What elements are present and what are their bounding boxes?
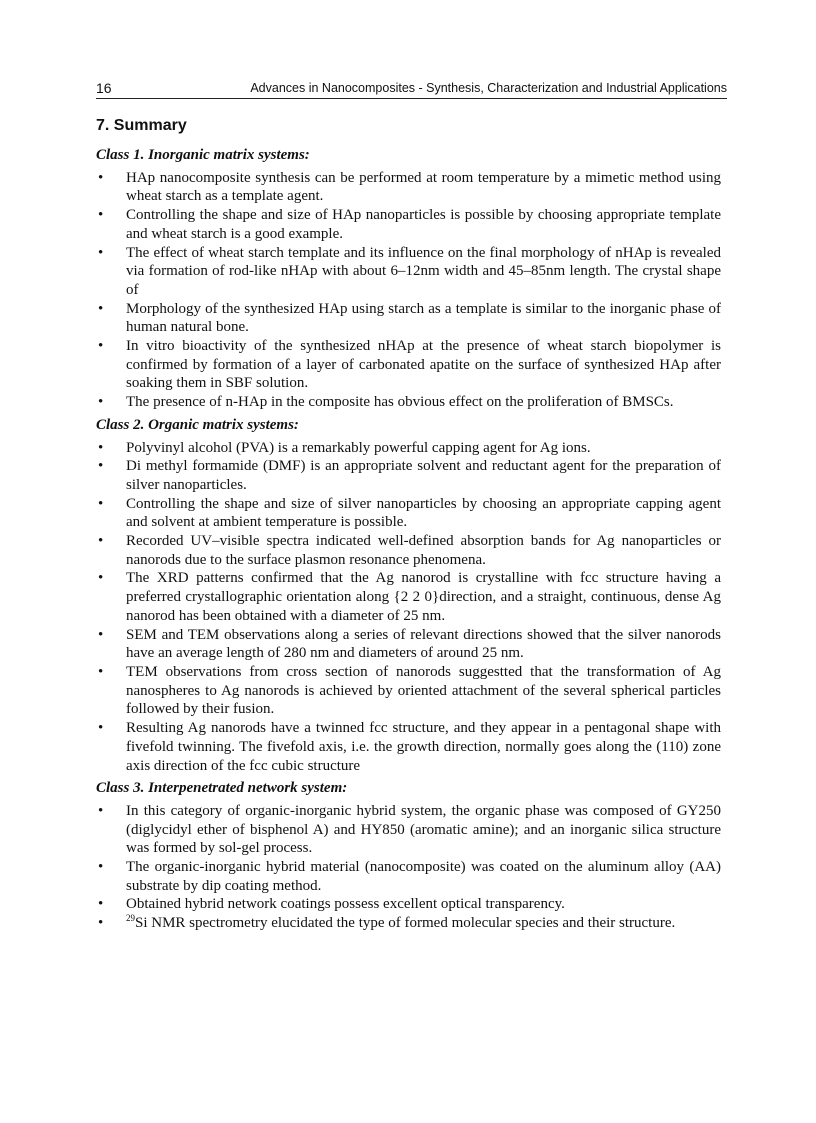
list-item-text: Resulting Ag nanorods have a twinned fcc structure, and they appear in a pentagonal shape with fivefold twinning. The fivefold axis, i.e. the growth direction, normally goes along the (110) zone axis direction of the fcc cubic structure — [126, 720, 721, 774]
list-item — [96, 244, 721, 300]
bullet-icon: • — [98, 570, 104, 587]
summary-content — [96, 146, 721, 937]
bullet-icon: • — [98, 207, 104, 224]
list-item — [96, 457, 721, 494]
bullet-icon: • — [98, 169, 104, 186]
list-item-text: Morphology of the synthesized HAp using starch as a template is similar to the inorganic phase of human natural bone. — [126, 300, 721, 336]
bullet-icon: • — [98, 720, 104, 737]
bullet-icon: • — [98, 394, 104, 411]
bullet-icon: • — [98, 915, 104, 932]
list-item-text: Polyvinyl alcohol (PVA) is a remarkably powerful capping agent for Ag ions. — [126, 439, 591, 456]
list-item — [96, 802, 721, 858]
list-item — [96, 914, 721, 933]
list-item — [96, 719, 721, 775]
running-title: Advances in Nanocomposites - Synthesis, Characterization and Industrial Applications — [250, 81, 727, 95]
list-item — [96, 206, 721, 243]
list-item — [96, 439, 721, 458]
bullet-icon: • — [98, 300, 104, 317]
list-item-text: Si NMR spectrometry elucidated the type of formed molecular species and their structure. — [135, 915, 676, 932]
list-item — [96, 169, 721, 206]
bullet-icon: • — [98, 802, 104, 819]
bullet-icon: • — [98, 244, 104, 261]
bullet-icon: • — [98, 495, 104, 512]
list-item-text: In this category of organic-inorganic hybrid system, the organic phase was composed of GY250 (diglycidyl ether of bisphenol A) and HY850 (aromatic amine); and an inorganic silica structure was formed by sol-gel process. — [126, 802, 721, 857]
list-item — [96, 626, 721, 663]
list-item-text: Obtained hybrid network coatings possess excellent optical transparency. — [126, 896, 565, 913]
bullet-icon: • — [98, 439, 104, 456]
list-item — [96, 300, 721, 337]
list-item-text: Di methyl formamide (DMF) is an appropriate solvent and reductant agent for the preparation of silver nanoparticles. — [126, 458, 721, 493]
list-item-text: Controlling the shape and size of HAp nanoparticles is possible by choosing appropriate template and wheat starch is a good example. — [126, 207, 721, 242]
list-item-text: HAp nanocomposite synthesis can be performed at room temperature by a mimetic method using wheat starch as a template agent. — [126, 169, 721, 205]
list-item-text: The presence of n-HAp in the composite has obvious effect on the proliferation of BMSCs. — [126, 394, 674, 411]
list-item-text: The effect of wheat starch template and its influence on the final morphology of nHAp is revealed via formation of rod-like nHAp with about 6–12nm width and 45–85nm length. The crystal shape of — [126, 244, 721, 298]
list-item-text: SEM and TEM observations along a series of relevant directions showed that the silver nanorods have an average length of 280 nm and diameters of around 25 nm. — [126, 626, 721, 662]
bullet-icon: • — [98, 338, 104, 355]
list-item-text: In vitro bioactivity of the synthesized nHAp at the presence of wheat starch biopolymer is confirmed by formation of a layer of carbonated apatite on the surface of synthesized HAp after soaking them in SBF solution. — [126, 338, 721, 392]
bullet-icon: • — [98, 533, 104, 550]
list-item — [96, 495, 721, 532]
list-item — [96, 532, 721, 569]
page-number: 16 — [96, 80, 112, 96]
list-item — [96, 569, 721, 625]
list-item — [96, 337, 721, 393]
list-item — [96, 895, 721, 914]
list-item — [96, 393, 721, 412]
list-item-text: The XRD patterns confirmed that the Ag nanorod is crystalline with fcc structure having a preferred crystallographic orientation along {2 2 0}direction, and a straight, continuous, dense Ag nanorod has been obtained with a diameter of 25 nm. — [126, 570, 721, 624]
class-3-list — [96, 802, 721, 933]
class-1-list — [96, 169, 721, 412]
class-1-title: Class 1. Inorganic matrix systems: — [96, 147, 310, 163]
section-title: 7. Summary — [96, 117, 187, 134]
bullet-icon: • — [98, 458, 104, 475]
list-item — [96, 663, 721, 719]
list-item-text: The organic-inorganic hybrid material (nanocomposite) was coated on the aluminum alloy (AA) substrate by dip coating method. — [126, 859, 721, 894]
isotope-superscript: 29 — [126, 913, 135, 924]
bullet-icon: • — [98, 859, 104, 876]
bullet-icon: • — [98, 626, 104, 643]
list-item-text: Recorded UV–visible spectra indicated well-defined absorption bands for Ag nanoparticles or nanorods due to the surface plasmon resonance phenomena. — [126, 533, 721, 568]
class-3-title: Class 3. Interpenetrated network system: — [96, 780, 348, 797]
list-item-text: TEM observations from cross section of nanorods suggestted that the transformation of Ag nanospheres to Ag nanorods is achieved by oriented attachment of the several spherical particles followed by their fusion. — [126, 663, 721, 718]
list-item-text: Controlling the shape and size of silver nanoparticles by choosing an appropriate capping agent and solvent at ambient temperature is possible. — [126, 495, 721, 531]
list-item — [96, 858, 721, 895]
bullet-icon: • — [98, 896, 104, 913]
class-2-title: Class 2. Organic matrix systems: — [96, 416, 299, 433]
page-header — [96, 80, 727, 99]
class-2-list — [96, 439, 721, 776]
bullet-icon: • — [98, 663, 104, 680]
